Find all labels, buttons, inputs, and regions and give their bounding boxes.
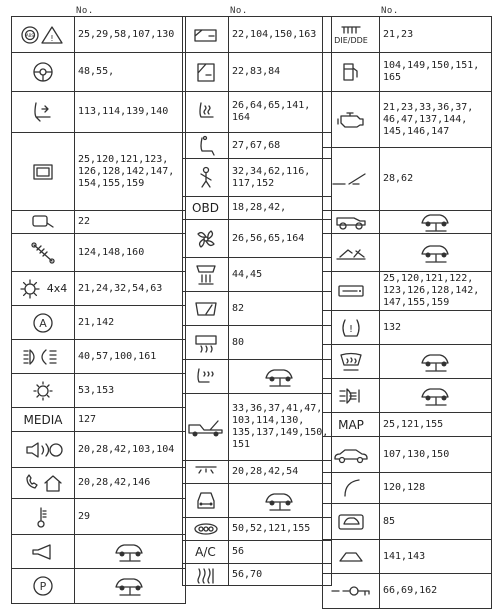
fuse-numbers: 28,62 (383, 173, 414, 184)
table-row (183, 17, 331, 53)
icon-label: OBD (192, 201, 219, 215)
icon-cell (323, 574, 380, 608)
car-lift-icon (380, 211, 491, 233)
defrost-seat-icon (183, 366, 228, 388)
table-row (12, 133, 185, 211)
car-side-icon (323, 446, 379, 464)
icon-cell (323, 272, 380, 310)
wiper-icon (183, 300, 228, 318)
media-text-icon (12, 413, 74, 427)
mirror-icon (12, 213, 74, 231)
table-row (12, 53, 185, 92)
table-row (183, 53, 331, 92)
table-row (323, 211, 491, 234)
table-row (12, 499, 185, 535)
icon-cell (323, 148, 380, 210)
table-row (183, 159, 331, 197)
fuel-pump-icon (323, 60, 379, 84)
door-window-icon (183, 61, 228, 83)
fuse-numbers: 50,52,121,155 (232, 523, 311, 534)
fuse-numbers: 53,153 (78, 384, 115, 396)
ac-vent-icon (183, 521, 228, 537)
phone-home-icon (12, 472, 74, 494)
icon-cell (183, 564, 229, 585)
icon-cell (12, 272, 75, 305)
table-row (323, 504, 491, 540)
table-row (12, 468, 185, 499)
table-row (323, 574, 491, 608)
icon-cell (323, 540, 380, 573)
antenna-icon (323, 477, 379, 499)
table-row (323, 345, 491, 379)
col2-header: No. (230, 6, 248, 16)
icon-cell (183, 326, 229, 359)
table-row (12, 408, 185, 432)
table-row (12, 340, 185, 374)
front-defrost-icon (323, 351, 379, 373)
icon-cell (323, 53, 380, 91)
ac-text-icon (183, 545, 228, 559)
table-row (12, 211, 185, 234)
icon-cell (183, 133, 229, 158)
fuse-numbers: 21,24,32,54,63 (78, 282, 163, 294)
car-lift-icon (380, 234, 491, 271)
table-row (12, 272, 185, 306)
fuse-numbers: 113,114,139,140 (78, 106, 169, 117)
table-row (12, 374, 185, 408)
icon-cell (323, 345, 380, 378)
fuse-numbers: 20,28,42,54 (232, 466, 299, 477)
table-row (323, 473, 491, 504)
icon-cell (323, 437, 380, 472)
table-row (12, 92, 185, 133)
fuse-numbers: 104,149,150,151, 165 (383, 60, 480, 83)
icon-cell (12, 569, 75, 603)
fuse-numbers: 26,56,65,164 (232, 232, 305, 244)
icon-cell (12, 499, 75, 534)
icon-cell (183, 220, 229, 257)
transfer-case-icon (12, 278, 74, 300)
bulb-warning-icon (12, 380, 74, 402)
fuse-numbers: 21,142 (78, 316, 115, 328)
icon-cell (12, 211, 75, 233)
fuse-numbers: 25,121,155 (383, 418, 444, 430)
fuse-numbers: 85 (383, 515, 396, 527)
door-icon (183, 26, 228, 44)
car-lift-icon (229, 484, 331, 517)
fuse-numbers: 120,128 (383, 482, 426, 493)
heated-seat-icon (183, 100, 228, 124)
thermometer-icon (12, 504, 74, 530)
icon-cell (183, 541, 229, 563)
table-row (12, 569, 185, 603)
icon-cell (323, 379, 380, 412)
fuse-numbers: 32,34,62,116, 117,152 (232, 165, 311, 189)
icon-cell (183, 394, 229, 460)
car-lift-icon (75, 535, 185, 568)
icon-cell (183, 360, 229, 393)
fuse-numbers: 56,70 (232, 568, 263, 580)
fuse-numbers: 25,29,58,107,130 (78, 28, 175, 40)
car-lift-icon (229, 360, 331, 393)
fuse-numbers: 18,28,42, (232, 202, 287, 213)
table-row (183, 292, 331, 326)
table-row (183, 326, 331, 360)
icon-label: MAP (338, 417, 364, 432)
fuse-numbers: 127 (78, 413, 97, 425)
radio-icon (323, 283, 379, 299)
table-row (12, 234, 185, 272)
icon-cell (183, 258, 229, 291)
icon-cell (183, 484, 229, 517)
icon-cell (183, 292, 229, 325)
table-row (183, 220, 331, 258)
fuse-numbers: 124,148,160 (78, 246, 145, 258)
diesel-dde-icon (323, 24, 379, 45)
car-roof-icon (323, 549, 379, 565)
speaker-sound-icon (12, 440, 74, 460)
svg-text:P: P (39, 580, 47, 593)
fuse-numbers: 80 (232, 336, 245, 348)
sunroof-icon (323, 512, 379, 532)
icon-cell (323, 234, 380, 271)
table-row (183, 461, 331, 484)
interior-light-icon (183, 463, 228, 481)
display-screen-icon (12, 163, 74, 181)
fan-icon (183, 227, 228, 251)
fuse-table-col3 (322, 16, 492, 609)
car-lift-icon (380, 345, 491, 378)
map-text-icon (323, 418, 379, 432)
parking-brake-icon (12, 574, 74, 598)
fuse-numbers: 20,28,42,103,104 (78, 443, 175, 455)
svg-text:!: ! (50, 33, 54, 43)
table-row (183, 564, 331, 585)
table-row (323, 540, 491, 574)
table-row (323, 17, 491, 53)
engine-check-icon (323, 110, 379, 130)
icon-cell (183, 159, 229, 196)
fuse-numbers: 27,67,68 (232, 139, 281, 151)
icon-cell (183, 53, 229, 91)
fuse-numbers: 25,120,121,123, 126,128,142,147, 154,155,159 (78, 153, 175, 189)
icon-cell (12, 432, 75, 467)
icon-cell (12, 17, 75, 52)
car-lift-icon (75, 569, 185, 603)
horn-icon (12, 543, 74, 561)
auto-circle-icon (12, 311, 74, 335)
tow-truck-icon (183, 416, 228, 438)
table-row (323, 379, 491, 413)
col3-header: No. (381, 6, 399, 16)
fuse-numbers: 82 (232, 302, 245, 314)
table-row (183, 541, 331, 564)
table-row (323, 311, 491, 345)
fuse-table-col1 (11, 16, 186, 604)
car-front-icon (183, 489, 228, 513)
key-fob-icon (323, 583, 379, 599)
table-row (323, 437, 491, 473)
obd-text-icon (183, 201, 228, 215)
icon-label: DIE/DDE (334, 36, 368, 45)
table-row (323, 413, 491, 437)
table-row (323, 53, 491, 92)
table-row (12, 535, 185, 569)
rear-heat-icon (183, 566, 228, 584)
icon-cell (323, 311, 380, 344)
fuse-numbers: 21,23,33,36,37, 46,47,137,144, 145,146,147 (383, 101, 474, 137)
table-row (183, 258, 331, 292)
seat-icon (183, 135, 228, 157)
svg-text:ABS: ABS (26, 32, 34, 38)
fuse-numbers: 40,57,100,161 (78, 350, 157, 362)
fuse-numbers: 44,45 (232, 268, 263, 280)
table-row (183, 518, 331, 541)
fuse-numbers: 48,55, (78, 66, 115, 77)
icon-cell (12, 234, 75, 271)
icon-cell (183, 461, 229, 483)
table-row (183, 133, 331, 159)
icon-cell (183, 518, 229, 540)
table-row (323, 148, 491, 211)
fuse-numbers: 132 (383, 321, 402, 333)
fuse-numbers: 56 (232, 546, 245, 557)
icon-cell (323, 17, 380, 52)
fuse-numbers: 25,120,121,122, 123,126,128,142, 147,155,159 (383, 273, 480, 308)
wiper-blade-icon (323, 170, 379, 188)
icon-cell (12, 133, 75, 210)
table-row (12, 17, 185, 53)
icon-cell (12, 306, 75, 339)
icon-cell (12, 468, 75, 498)
icon-cell (323, 92, 380, 147)
icon-label: MEDIA (23, 412, 63, 427)
icon-cell (183, 197, 229, 219)
col1-header: No. (76, 6, 94, 16)
fuse-numbers: 22,83,84 (232, 66, 281, 77)
icon-cell (183, 92, 229, 132)
brake-abs-warning-icon (12, 24, 74, 46)
icon-cell (323, 211, 380, 233)
icon-cell (12, 408, 75, 431)
icon-cell (12, 535, 75, 568)
seat-adjust-icon (12, 99, 74, 125)
icon-cell (12, 374, 75, 407)
seatbelt-icon (183, 166, 228, 190)
table-row (183, 360, 331, 394)
table-row (323, 272, 491, 311)
table-row (183, 92, 331, 133)
svg-text:!: ! (348, 323, 354, 335)
fuse-numbers: 21,23 (383, 28, 414, 40)
icon-cell (323, 413, 380, 436)
table-row (12, 432, 185, 468)
car-lift-icon (380, 379, 491, 412)
fog-light-icon (323, 386, 379, 406)
table-row (323, 234, 491, 272)
steering-wheel-icon (12, 60, 74, 84)
table-row (12, 306, 185, 340)
table-row (183, 484, 331, 518)
fuse-numbers: 29 (78, 510, 91, 522)
fuse-numbers: 66,69,162 (383, 585, 438, 596)
fuse-numbers: 141,143 (383, 550, 426, 562)
icon-cell (12, 92, 75, 132)
icon-label: 4x4 (46, 282, 68, 295)
fuse-table-col2 (182, 16, 332, 586)
table-row (183, 197, 331, 220)
fuse-numbers: 22,104,150,163 (232, 28, 317, 40)
icon-cell (323, 473, 380, 503)
table-row (183, 394, 331, 461)
fuse-numbers: 33,36,37,41,47, 103,114,130, 135,137,149,150, 151 (232, 403, 329, 450)
fuse-numbers: 22 (78, 216, 91, 227)
icon-cell (323, 504, 380, 539)
icon-cell (12, 53, 75, 91)
suv-icon (323, 212, 379, 232)
headlight-icon (12, 347, 74, 367)
icon-label: A/C (195, 545, 216, 559)
road-slope-icon (323, 244, 379, 262)
fuse-numbers: 26,64,65,141, 164 (232, 100, 311, 123)
tire-pressure-icon (323, 317, 379, 339)
fuse-numbers: 20,28,42,146 (78, 477, 151, 488)
table-row (323, 92, 491, 148)
icon-cell (12, 340, 75, 373)
icon-cell (183, 17, 229, 52)
rear-defrost-icon (183, 333, 228, 353)
fuse-numbers: 107,130,150 (383, 448, 450, 460)
suspension-shock-icon (12, 241, 74, 265)
climate-control-icon (183, 263, 228, 287)
svg-text:A: A (39, 316, 47, 330)
